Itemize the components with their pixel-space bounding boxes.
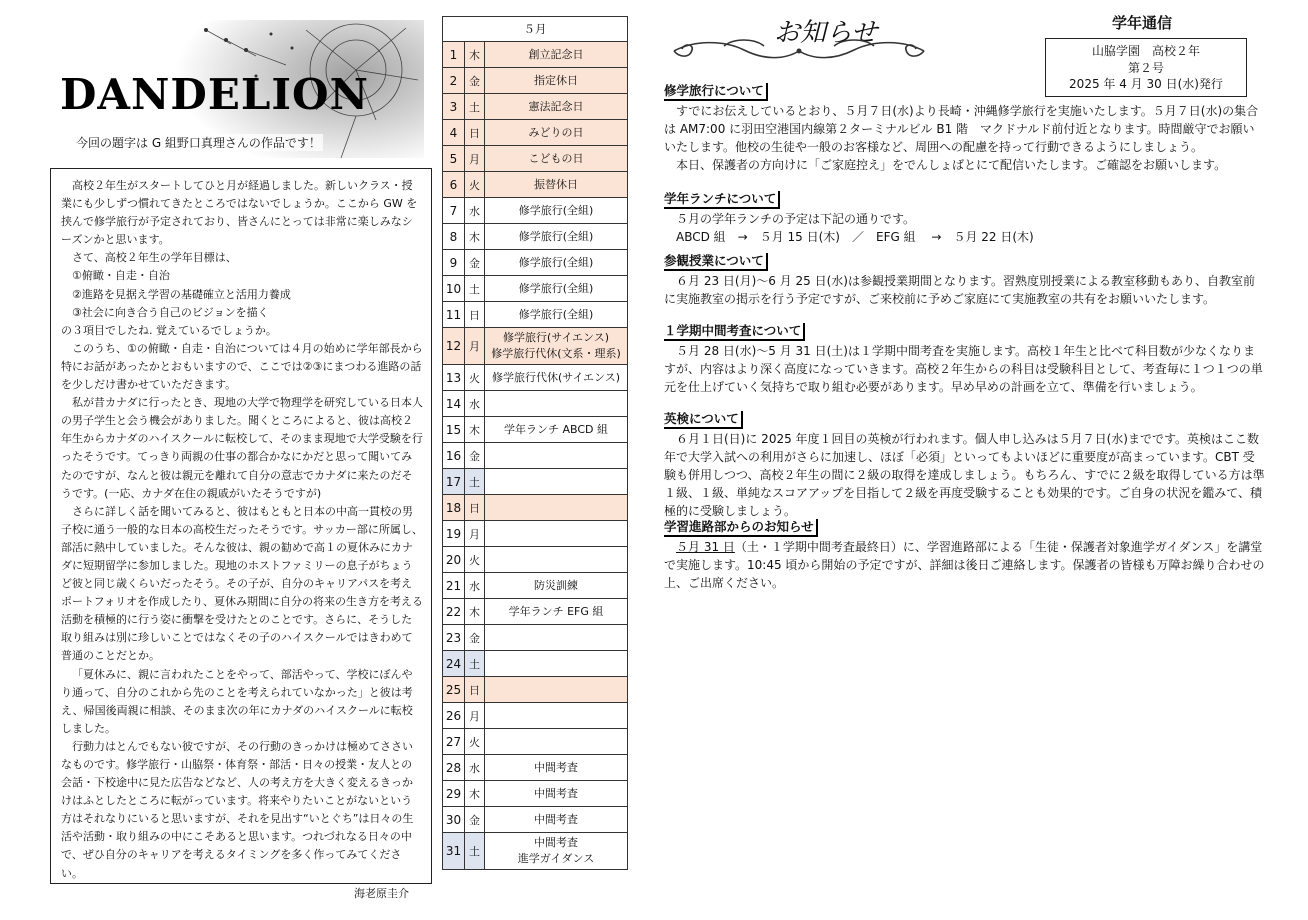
calendar-date: 30 (443, 807, 465, 833)
essay-paragraph: 「夏休みに、親に言われたことをやって、部活やって、学校にぼんやり通って、自分のこれから先のことを考えられていなかった」と彼は考え、帰国後両親に相談、そのまま次の年にカナダのハイスクールに転校しました。 (61, 667, 413, 735)
calendar-date: 3 (443, 94, 465, 120)
calendar-weekday: 土 (465, 276, 485, 302)
ornament-divider (664, 38, 934, 64)
calendar-event: みどりの日 (485, 120, 628, 146)
calendar-event (485, 625, 628, 651)
guidance-text: （土・１学期中間考査最終日）に、学習進路部による「生徒・保護者対象進学ガイダンス」を講堂で実施します。10:45 頃から開始の予定ですが、詳細は後日ご連絡します。保護者の皆様も万障お繰り合わせの上、ご出席ください。 (664, 540, 1265, 590)
calendar-weekday: 木 (465, 781, 485, 807)
calendar-row (443, 224, 628, 250)
calendar-event (485, 703, 628, 729)
calendar-weekday: 木 (465, 417, 485, 443)
calendar-event: 中間考査 (485, 807, 628, 833)
calendar-weekday: 金 (465, 807, 485, 833)
essay-paragraph: 高校２年生がスタートしてひと月が経過しました。新しいクラス・授業にも少しずつ慣れてきたところではないでしょうか。ここから GW を挟んで修学旅行が予定されており、皆さんにとっては非常に楽しみなシーズンかと思います。 (61, 179, 418, 247)
section-body: ６月１日(日)に 2025 年度１回目の英検が行われます。個人申し込みは５月７日(水)までです。英検はここ数年で大学入試への利用がさらに加速し、ほぼ「必須」といってもよいほどに重要度が高まっています。CBT 受験も併用しつつ、高校２年生の間に２級の取得を達成しましょう。もちろん、すでに２級を取得している方は準１級、１級、単純なスコアアップを目指して２級を再度受験することも効果的です。ご自身の状況を鑑みて、積極的に受験しましょう。 (664, 432, 1265, 518)
essay-paragraph: さらに詳しく話を聞いてみると、彼はもともと日本の中高一貫校の男子校に通う一般的な日本の高校生だったそうです。サッカー部に所属し、部活に熱中していました。そんな彼は、親の勧めで高１の夏休みにカナダに短期留学に参加しました。現地のホストファミリーの息子がちょうど彼と同じ歳くらいだったそう。その子が、自分のキャリアパスを考えポートフォリオを作成したり、夏休み期間に自分の将来の生き方を考える活動を積極的に行う姿に衝撃を受けたとのことです。さらに、そうした取り組みは別に珍しいことではなくその子のハイスクールではきわめて普通のことだとか。 (61, 504, 424, 663)
masthead (56, 20, 424, 158)
calendar-event: 学年ランチ ABCD 組 (485, 417, 628, 443)
calendar-date: 17 (443, 469, 465, 495)
section-guidance (664, 518, 1266, 592)
section-heading: 学習進路部からのお知らせ (664, 519, 818, 537)
calendar-row (443, 172, 628, 198)
section-body: ５月の学年ランチの予定は下記の通りです。 (676, 212, 916, 226)
calendar-row (443, 42, 628, 68)
calendar-row (443, 495, 628, 521)
calendar-date: 21 (443, 573, 465, 599)
essay-goal: ②進路を見据え学習の基礎確立と活用力養成 (72, 287, 291, 301)
calendar-date: 6 (443, 172, 465, 198)
calendar-event: 中間考査 (485, 781, 628, 807)
section-body: ５月 28 日(水)～5 月 31 日(土)は１学期中間考査を実施します。高校１年生と比べて科目数が少なくなりますが、内容はより深く高度になっていきます。高校２年生からの科目は受験科目として、考査毎に１つ１つの単元を仕上げていく気持ちで取り組む必要があります。早め早めの計画を立て、準備を行いましょう。 (664, 344, 1263, 394)
calendar-row (443, 198, 628, 224)
masthead-title: DANDELION (60, 70, 369, 119)
essay-paragraph: 私が昔カナダに行ったとき、現地の大学で物理学を研究している日本人の男子学生と会う機会がありました。聞くところによると、彼は高校２年生からカナダのハイスクールに転校して、そのまま現地で大学受験を行ったそうです。てっきり両親の仕事の都合かなにかだと思って聞いてみたのですが、なんと彼は親元を離れて自分の意志でカナダに来たのだそうです。(一応、カナダ在住の親戚がいたそうですが) (61, 396, 424, 500)
calendar-row (443, 276, 628, 302)
calendar-date: 11 (443, 302, 465, 328)
masthead-caption: 今回の題字は G 組野口真理さんの作品です！ (76, 136, 321, 150)
calendar-weekday: 金 (465, 443, 485, 469)
calendar-row (443, 94, 628, 120)
calendar-event (485, 729, 628, 755)
calendar-weekday: 月 (465, 521, 485, 547)
essay-paragraph: 行動力はとんでもない彼ですが、その行動のきっかけは極めてささいなものです。修学旅行・山脇祭・体育祭・部活・日々の授業・友人との会話・下校途中に見た広告などなど、人の考え方を大きく変えるきっかけはふとしたところに転がっています。将来やりたいことがないという方はそれなりにいると思いますが、それを見出す“いとぐち”は日々の生活や活動・取り組みの中にこそあると思います。つれづれなる日々の中で、ぜひ自分のキャリアを考えるタイミングを多く作ってみてください。 (61, 739, 414, 880)
calendar-row (443, 443, 628, 469)
calendar-event (485, 547, 628, 573)
calendar-event (485, 651, 628, 677)
calendar-date: 29 (443, 781, 465, 807)
calendar-month: ５月 (443, 17, 628, 42)
calendar-date: 28 (443, 755, 465, 781)
calendar-event: こどもの日 (485, 146, 628, 172)
calendar-event: 振替休日 (485, 172, 628, 198)
calendar-date: 5 (443, 146, 465, 172)
issue-date: 2025 年 4 月 30 日(水)発行 (1069, 77, 1223, 91)
calendar-row (443, 250, 628, 276)
calendar-date: 4 (443, 120, 465, 146)
guidance-date: ５月 31 日 (676, 540, 735, 554)
calendar-row (443, 651, 628, 677)
calendar-date: 1 (443, 42, 465, 68)
section-heading: 参観授業について (664, 253, 768, 271)
calendar-weekday: 土 (465, 651, 485, 677)
calendar-date: 10 (443, 276, 465, 302)
notice-header (664, 6, 934, 64)
calendar-event: 学年ランチ EFG 組 (485, 599, 628, 625)
calendar-row (443, 391, 628, 417)
calendar-date: 19 (443, 521, 465, 547)
calendar-weekday: 火 (465, 547, 485, 573)
section-body: ABCD 組 → ５月 15 日(木) ／ EFG 組 → ５月 22 日(木) (676, 230, 1034, 244)
calendar-event: 防災訓練 (485, 573, 628, 599)
section-heading: 修学旅行について (664, 83, 768, 101)
calendar-weekday: 火 (465, 172, 485, 198)
calendar-weekday: 土 (465, 94, 485, 120)
issue-number: 第２号 (1127, 60, 1164, 75)
notice-title: お知らせ (774, 18, 878, 48)
calendar-event: 修学旅行代休(サイエンス) (485, 365, 628, 391)
calendar-event: 修学旅行(全組) (485, 198, 628, 224)
section-midterm-exam (664, 322, 1266, 396)
section-body: 本日、保護者の方向けに「ご家庭控え」をでんしょばとにて配信いたします。ご確認をお願いします。 (676, 158, 1227, 172)
section-body: すでにお伝えしているとおり、５月７日(水)より長崎・沖縄修学旅行を実施いたします。５月７日(水)の集合は AM7:00 に羽田空港国内線第２ターミナルビル B1 階 マクドナルド前付近となります。時間厳守でお願いいたします。他校の生徒や一般のお客様など、周囲への配慮を持って行動できるようにしましょう。 (664, 104, 1259, 154)
calendar-row (443, 833, 628, 870)
calendar-date: 15 (443, 417, 465, 443)
calendar-date: 16 (443, 443, 465, 469)
calendar-weekday: 日 (465, 120, 485, 146)
calendar-date: 14 (443, 391, 465, 417)
section-eiken (664, 410, 1266, 520)
calendar-date: 18 (443, 495, 465, 521)
calendar-weekday: 日 (465, 495, 485, 521)
calendar-event: 修学旅行(サイエンス) 修学旅行代休(文系・理系) (485, 328, 628, 365)
calendar-date: 23 (443, 625, 465, 651)
calendar-row (443, 703, 628, 729)
calendar-event: 創立記念日 (485, 42, 628, 68)
calendar-row (443, 599, 628, 625)
calendar-weekday: 火 (465, 365, 485, 391)
calendar-event (485, 443, 628, 469)
calendar-weekday: 金 (465, 68, 485, 94)
calendar-weekday: 水 (465, 198, 485, 224)
calendar-weekday: 金 (465, 625, 485, 651)
calendar-date: 8 (443, 224, 465, 250)
section-school-trip (664, 82, 1266, 174)
calendar-row (443, 417, 628, 443)
calendar-weekday: 土 (465, 469, 485, 495)
essay-paragraph: の３項目でしたね. 覚えているでしょうか。 (61, 323, 277, 337)
section-observation (664, 252, 1266, 308)
calendar-date: 25 (443, 677, 465, 703)
calendar-row (443, 573, 628, 599)
essay-paragraph: このうち、①の俯瞰・自走・自治については４月の始めに学年部長から特にお話があったかとおもいますので、ここでは②③にまつわる進路の話を少しだけ書かせていただきます。 (61, 341, 423, 392)
calendar-date: 20 (443, 547, 465, 573)
calendar-row (443, 625, 628, 651)
calendar-weekday: 土 (465, 833, 485, 870)
calendar-weekday: 木 (465, 42, 485, 68)
calendar-weekday: 火 (465, 729, 485, 755)
calendar-row (443, 120, 628, 146)
essay-column (50, 168, 432, 900)
calendar-row (443, 521, 628, 547)
calendar-event: 修学旅行(全組) (485, 250, 628, 276)
section-heading: 学年ランチについて (664, 191, 780, 209)
calendar-row (443, 807, 628, 833)
calendar-date: 9 (443, 250, 465, 276)
calendar-weekday: 水 (465, 755, 485, 781)
calendar-row (443, 755, 628, 781)
calendar-row (443, 781, 628, 807)
calendar-weekday: 水 (465, 573, 485, 599)
calendar-row (443, 328, 628, 365)
calendar-event: 指定休日 (485, 68, 628, 94)
calendar-weekday: 月 (465, 146, 485, 172)
calendar-row (443, 677, 628, 703)
calendar-date: 22 (443, 599, 465, 625)
calendar-weekday: 木 (465, 224, 485, 250)
calendar-row (443, 302, 628, 328)
issue-school: 山脇学園 高校２年 (1091, 44, 1200, 58)
calendar-event (485, 391, 628, 417)
calendar-event: 中間考査 (485, 755, 628, 781)
calendar-event (485, 677, 628, 703)
calendar-date: 26 (443, 703, 465, 729)
calendar-date: 7 (443, 198, 465, 224)
calendar-event: 修学旅行(全組) (485, 224, 628, 250)
calendar-row (443, 729, 628, 755)
calendar-event (485, 469, 628, 495)
essay-goal: ③社会に向き合う自己のビジョンを描く (72, 305, 269, 319)
calendar-date: 12 (443, 328, 465, 365)
section-heading: １学期中間考査について (664, 323, 805, 341)
calendar-event: 修学旅行(全組) (485, 302, 628, 328)
calendar-row (443, 365, 628, 391)
calendar-weekday: 日 (465, 302, 485, 328)
calendar-weekday: 水 (465, 391, 485, 417)
calendar-weekday: 日 (465, 677, 485, 703)
calendar-weekday: 月 (465, 703, 485, 729)
calendar-date: 13 (443, 365, 465, 391)
calendar-event (485, 495, 628, 521)
calendar-row (443, 547, 628, 573)
essay-goal: ①俯瞰・自走・自治 (72, 269, 170, 283)
calendar-weekday: 金 (465, 250, 485, 276)
essay-paragraph: さて、高校２年生の学年目標は、 (72, 251, 237, 265)
section-body (664, 538, 1266, 592)
calendar-event: 憲法記念日 (485, 94, 628, 120)
calendar-event (485, 521, 628, 547)
calendar-date: 31 (443, 833, 465, 870)
calendar-event: 修学旅行(全組) (485, 276, 628, 302)
calendar-row (443, 469, 628, 495)
section-grade-lunch (664, 190, 1266, 246)
calendar-row (443, 146, 628, 172)
section-heading: 英検について (664, 411, 743, 429)
essay-author: 海老原圭介 (354, 886, 409, 900)
may-calendar (442, 16, 628, 870)
calendar-weekday: 月 (465, 328, 485, 365)
newsletter-label: 学年通信 (1112, 14, 1173, 32)
calendar-date: 24 (443, 651, 465, 677)
calendar-date: 2 (443, 68, 465, 94)
calendar-weekday: 木 (465, 599, 485, 625)
calendar-event: 中間考査 進学ガイダンス (485, 833, 628, 870)
calendar-row (443, 68, 628, 94)
section-body: ６月 23 日(月)～6 月 25 日(水)は参観授業期間となります。習熟度別授業による教室移動もあり、自教室前に実施教室の掲示を行う予定ですが、ご来校前に予めご家庭にて実施教室の共有をお願いいたします。 (664, 274, 1256, 306)
calendar-date: 27 (443, 729, 465, 755)
